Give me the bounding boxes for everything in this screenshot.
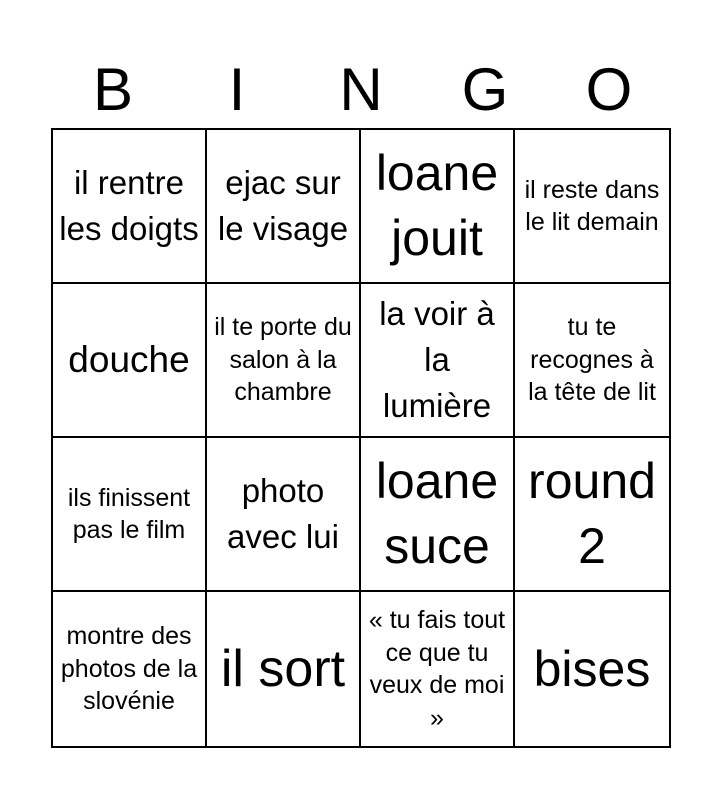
bingo-header bbox=[51, 52, 671, 128]
bingo-cell-text: loane jouit bbox=[375, 145, 499, 266]
bingo-cell-text: douche bbox=[68, 338, 190, 380]
bingo-cell[interactable] bbox=[361, 438, 515, 592]
bingo-cell-text: il sort bbox=[220, 639, 346, 698]
bingo-cell[interactable] bbox=[207, 438, 361, 592]
bingo-cell[interactable] bbox=[207, 284, 361, 438]
header-letter-g: G bbox=[461, 56, 509, 123]
bingo-cell-text: tu te recognes à la tête de lit bbox=[528, 313, 656, 407]
header-letter-b: B bbox=[92, 56, 134, 123]
bingo-cell-text: photo avec lui bbox=[227, 471, 339, 555]
bingo-cell-text: ejac sur le visage bbox=[217, 163, 349, 247]
bingo-cell[interactable] bbox=[53, 592, 207, 746]
header-letter-n: N bbox=[339, 56, 383, 123]
bingo-cell[interactable] bbox=[361, 592, 515, 746]
bingo-cell[interactable] bbox=[207, 130, 361, 284]
bingo-cell-text: montre des photos de la slovénie bbox=[60, 622, 198, 716]
bingo-cell[interactable] bbox=[53, 284, 207, 438]
bingo-grid bbox=[51, 128, 671, 748]
bingo-cell[interactable] bbox=[361, 284, 515, 438]
bingo-cell-text: bises bbox=[533, 640, 651, 697]
bingo-cell-text: « tu fais tout ce que tu veux de moi » bbox=[368, 606, 506, 732]
bingo-cell[interactable] bbox=[515, 284, 669, 438]
bingo-cell-text: il reste dans le lit demain bbox=[524, 175, 660, 236]
bingo-cell[interactable] bbox=[361, 130, 515, 284]
bingo-cell-text: loane suce bbox=[375, 453, 499, 574]
bingo-cell-text: la voir à la lumière bbox=[379, 294, 495, 425]
bingo-cell[interactable] bbox=[515, 592, 669, 746]
bingo-cell[interactable] bbox=[515, 438, 669, 592]
bingo-cell[interactable] bbox=[515, 130, 669, 284]
bingo-cell-text: il te porte du salon à la chambre bbox=[214, 313, 352, 407]
bingo-cell-text: ils finissent pas le film bbox=[67, 483, 191, 544]
bingo-cell[interactable] bbox=[53, 130, 207, 284]
bingo-cell[interactable] bbox=[53, 438, 207, 592]
header-letter-i: I bbox=[228, 56, 246, 123]
bingo-cell-text: round 2 bbox=[528, 453, 656, 574]
header-letter-o: O bbox=[585, 56, 633, 123]
bingo-cell-text: il rentre les doigts bbox=[59, 163, 199, 247]
bingo-cell[interactable] bbox=[207, 592, 361, 746]
